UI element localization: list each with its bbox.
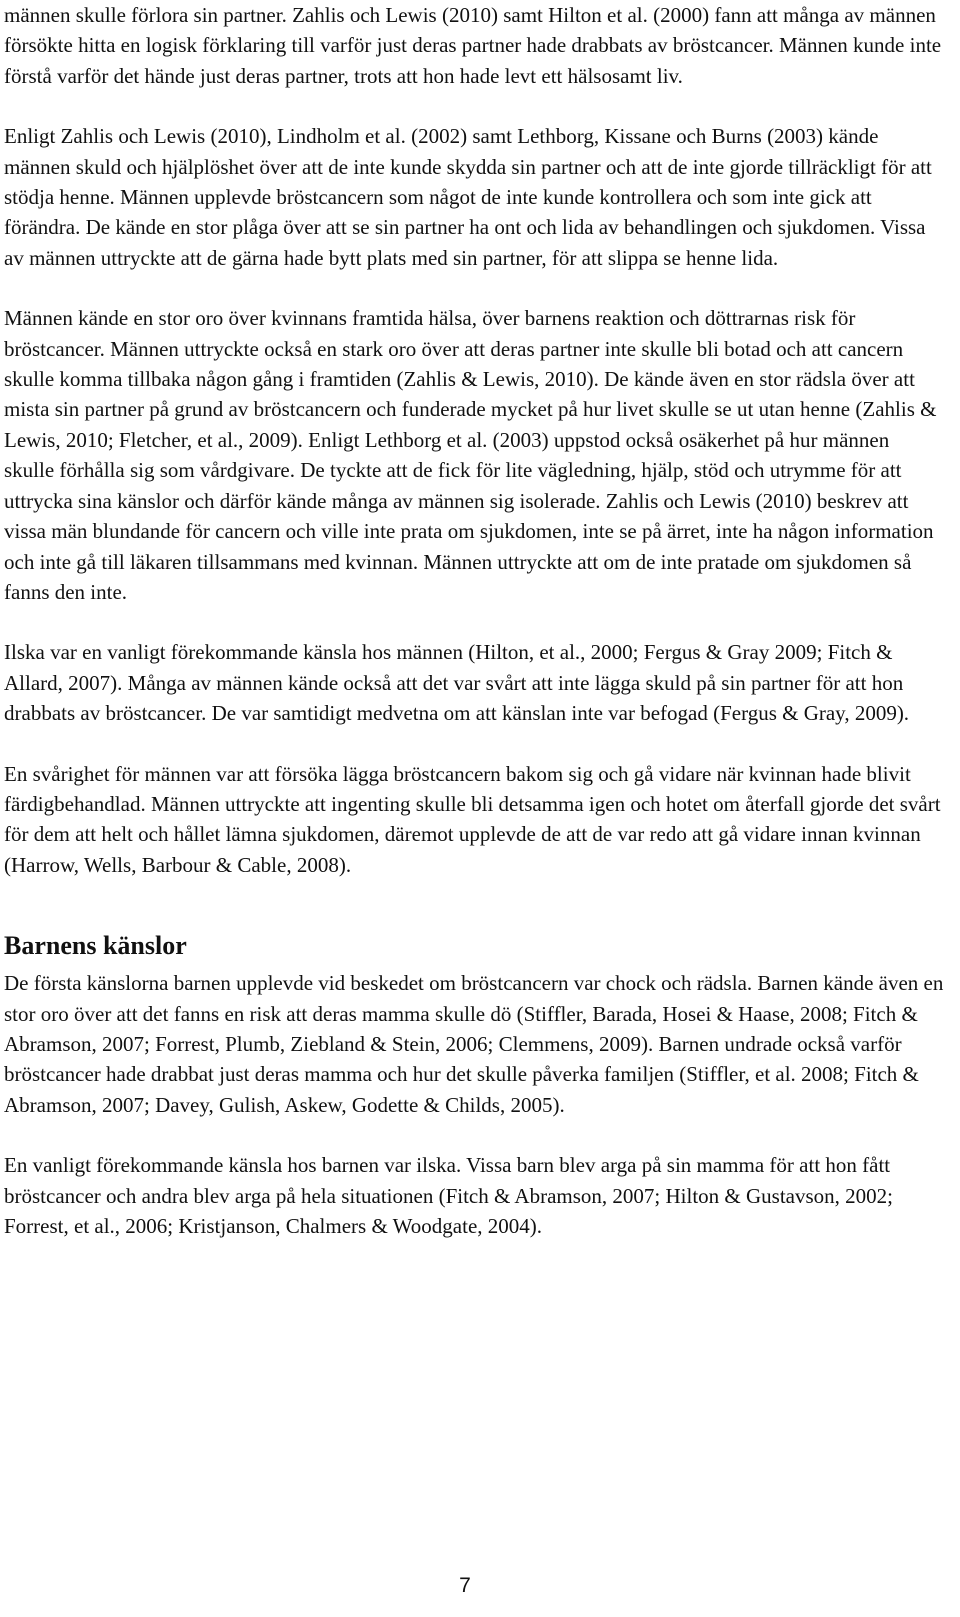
paragraph-gap — [4, 273, 944, 303]
section-heading: Barnens känslor — [4, 931, 187, 961]
paragraph-children-shock: De första känslorna barnen upplevde vid beskedet om bröstcancern var chock och rädsla. Barnen kände även en stor oro över att det fanns en risk att deras mamma skulle dö (Stiffler, Barada, Hosei & Haase, 2008; Fitch & Abramson, 2007; Forrest, Plumb, Ziebland & Stein, 2006; Clemmens, 2009). Barnen undrade också varför bröstcancer hade drabbat just deras mamma och hur det skulle påverka familjen (Stiffler, et al. 2008; Fitch & Abramson, 2007; Davey, Gulish, Askew, Godette & Childs, 2005). — [4, 971, 944, 1117]
paragraph-gap — [4, 729, 944, 759]
paragraph-gap — [4, 1120, 944, 1150]
section-gap — [4, 880, 944, 928]
paragraph-gap — [4, 91, 944, 121]
paragraph-anger: Ilska var en vanligt förekommande känsla hos männen (Hilton, et al., 2000; Fergus & Gray 2009; Fitch & Allard, 2007). Många av männen kände också att det var svårt att inte lägga skuld på sin partner för att hon drabbats av bröstcancer. De var samtidigt medvetna om att känslan inte var befogad (Fergus & Gray, 2009). — [4, 640, 910, 726]
paragraph-children-anger: En vanligt förekommande känsla hos barnen var ilska. Vissa barn blev arga på sin mamma för att hon fått bröstcancer och andra blev arga på hela situationen (Fitch & Abramson, 2007; Hilton & Gustavson, 2002; Forrest, et al., 2006; Kristjanson, Chalmers & Woodgate, 2004). — [4, 1153, 894, 1238]
page-number: 7 — [459, 1574, 471, 1597]
body-text — [4, 0, 944, 1241]
paragraph-gap — [4, 607, 944, 637]
paragraph-guilt-helplessness: Enligt Zahlis och Lewis (2010), Lindholm et al. (2002) samt Lethborg, Kissane och Burns (2003) kände männen skuld och hjälplöshet över att de inte kunde skydda sin partner och att de inte gjorde tillräckligt för att stödja henne. Männen upplevde bröstcancern som något de inte kunde kontrollera och som inte gick att förändra. De kände en stor plåga över att se sin partner ha ont och lida av behandlingen och sjukdomen. Vissa av männen uttryckte att de gärna hade bytt plats med sin partner, för att slippa se henne lida. — [4, 124, 932, 270]
paragraph-moving-on: En svårighet för männen var att försöka lägga bröstcancern bakom sig och gå vidare när kvinnan hade blivit färdigbehandlad. Männen uttryckte att ingenting skulle bli detsamma igen och hotet om återfall gjorde det svårt för dem att helt och hållet lämna sjukdomen, däremot upplevde de att de var redo att gå vidare innan kvinnan (Harrow, Wells, Barbour & Cable, 2008). — [4, 761, 941, 877]
paragraph-worry-future: Männen kände en stor oro över kvinnans framtida hälsa, över barnens reaktion och döttrarnas risk för bröstcancer. Männen uttryckte också en stark oro över att deras partner inte skulle bli botad och att cancern skulle komma tillbaka någon gång i framtiden (Zahlis & Lewis, 2010). De kände även en stor rädsla över att mista sin partner på grund av bröstcancern och funderade mycket på hur livet skulle se ut utan henne (Zahlis & Lewis, 2010; Fletcher, et al., 2009). Enligt Lethborg et al. (2003) uppstod också osäkerhet på hur männen skulle förhålla sig som vårdgivare. De tyckte att de fick för lite vägledning, hjälp, stöd och utrymme för att uttrycka sina känslor och därför kände många av männen sig isolerade. Zahlis och Lewis (2010) beskrev att vissa män blundande för cancern och ville inte prata om sjukdomen, inte se på ärret, inte ha någon information och inte gå till läkaren tillsammans med kvinnan. Männen uttryckte att om de inte pratade om sjukdomen så fanns den inte. — [4, 306, 937, 604]
paragraph-partner-loss: männen skulle förlora sin partner. Zahlis och Lewis (2010) samt Hilton et al. (2000) fann att många av männen försökte hitta en logisk förklaring till varför just deras partner hade drabbats av bröstcancer. Männen kunde inte förstå varför det hände just deras partner, trots att hon hade levt ett hälsosamt liv. — [4, 3, 942, 88]
